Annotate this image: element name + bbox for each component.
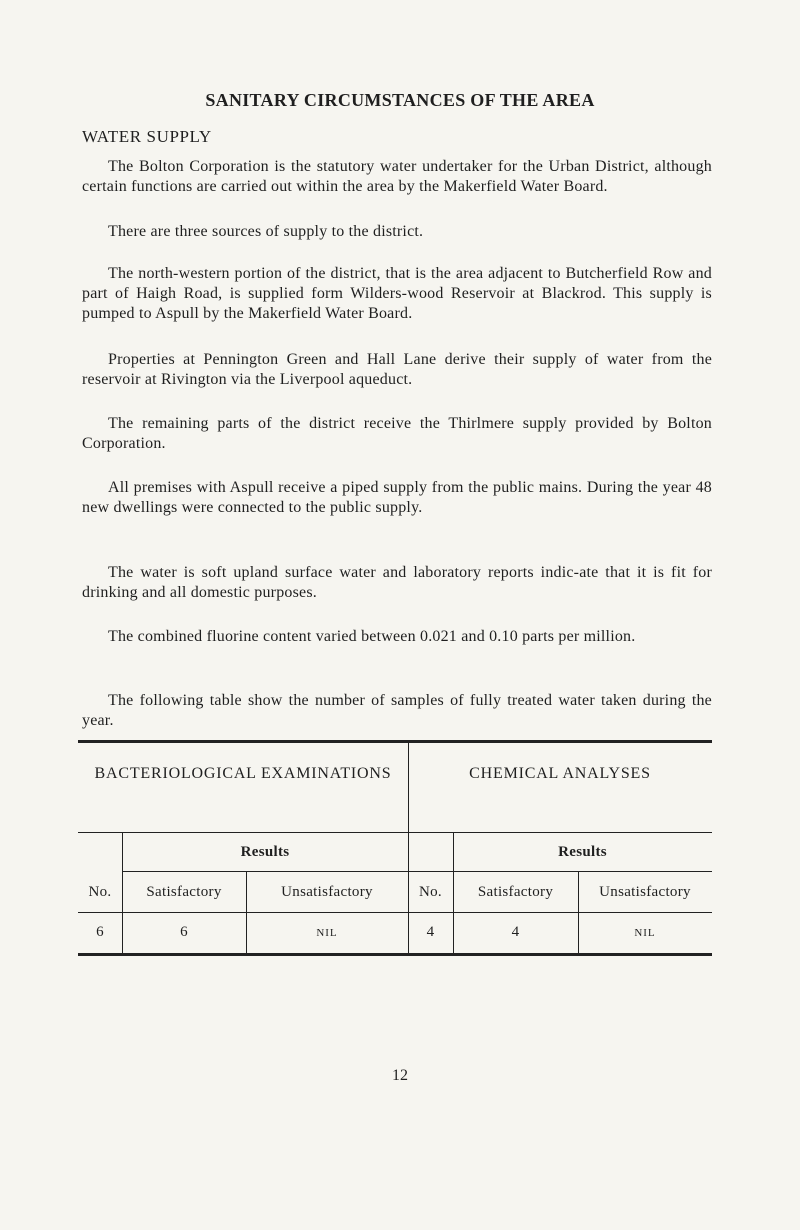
table-rule xyxy=(122,871,712,872)
paragraph: The north-western portion of the district, that is the area adjacent to Butcherfield Row and part of Haigh Road, is supplied form Wilders-wood Reservoir at Blackrod. This supply is pumped to Aspull by the Makerfield Water Board. xyxy=(82,265,712,322)
paragraph: Properties at Pennington Green and Hall Lane derive their supply of water from the reservoir at Rivington via the Liverpool aqueduct. xyxy=(82,351,712,388)
samples-table xyxy=(78,740,712,1060)
column-header-satisfactory: Satisfactory xyxy=(477,884,554,900)
table-bottom-rule xyxy=(78,953,712,956)
results-label: Results xyxy=(558,844,607,860)
table-cell: 6 xyxy=(180,924,188,940)
section-heading: WATER SUPPLY xyxy=(82,127,212,146)
paragraph: The remaining parts of the district receive the Thirlmere supply provided by Bolton Corporation. xyxy=(82,415,712,452)
paragraph: The Bolton Corporation is the statutory water undertaker for the Urban District, although certain functions are carried out within the area by the Makerfield Water Board. xyxy=(82,158,712,195)
column-header-unsatisfactory: Unsatisfactory xyxy=(281,884,373,900)
table-cell: NIL xyxy=(634,927,656,939)
table-rule xyxy=(78,912,712,913)
table-cell: 4 xyxy=(511,924,520,940)
table-top-rule xyxy=(78,740,712,743)
column-header-unsatisfactory: Unsatisfactory xyxy=(599,884,691,900)
paragraph: The water is soft upland surface water and laboratory reports indic-ate that it is fit for drinking and all domestic purposes. xyxy=(82,564,712,601)
table-cell: NIL xyxy=(316,927,338,939)
column-header-no: No. xyxy=(419,884,442,900)
page-number: 12 xyxy=(392,1067,408,1084)
table-cell: 6 xyxy=(96,924,104,940)
chemical-header: CHEMICAL ANALYSES xyxy=(469,765,651,782)
bacteriological-header: BACTERIOLOGICAL EXAMINATIONS xyxy=(94,765,392,782)
table-cell: 4 xyxy=(426,924,435,940)
paragraph: The following table show the number of samples of fully treated water taken during the year. xyxy=(82,692,712,729)
paragraph: There are three sources of supply to the district. xyxy=(108,223,424,240)
column-header-satisfactory: Satisfactory xyxy=(146,884,222,900)
column-header-no: No. xyxy=(88,884,112,900)
paragraph: All premises with Aspull receive a piped supply from the public mains. During the year 48 new dwellings were connected to the public supply. xyxy=(82,479,712,516)
paragraph: The combined fluorine content varied between 0.021 and 0.10 parts per million. xyxy=(108,628,636,645)
page-title: SANITARY CIRCUMSTANCES OF THE AREA xyxy=(205,90,595,110)
table-rule xyxy=(78,832,712,833)
results-label: Results xyxy=(240,844,290,860)
